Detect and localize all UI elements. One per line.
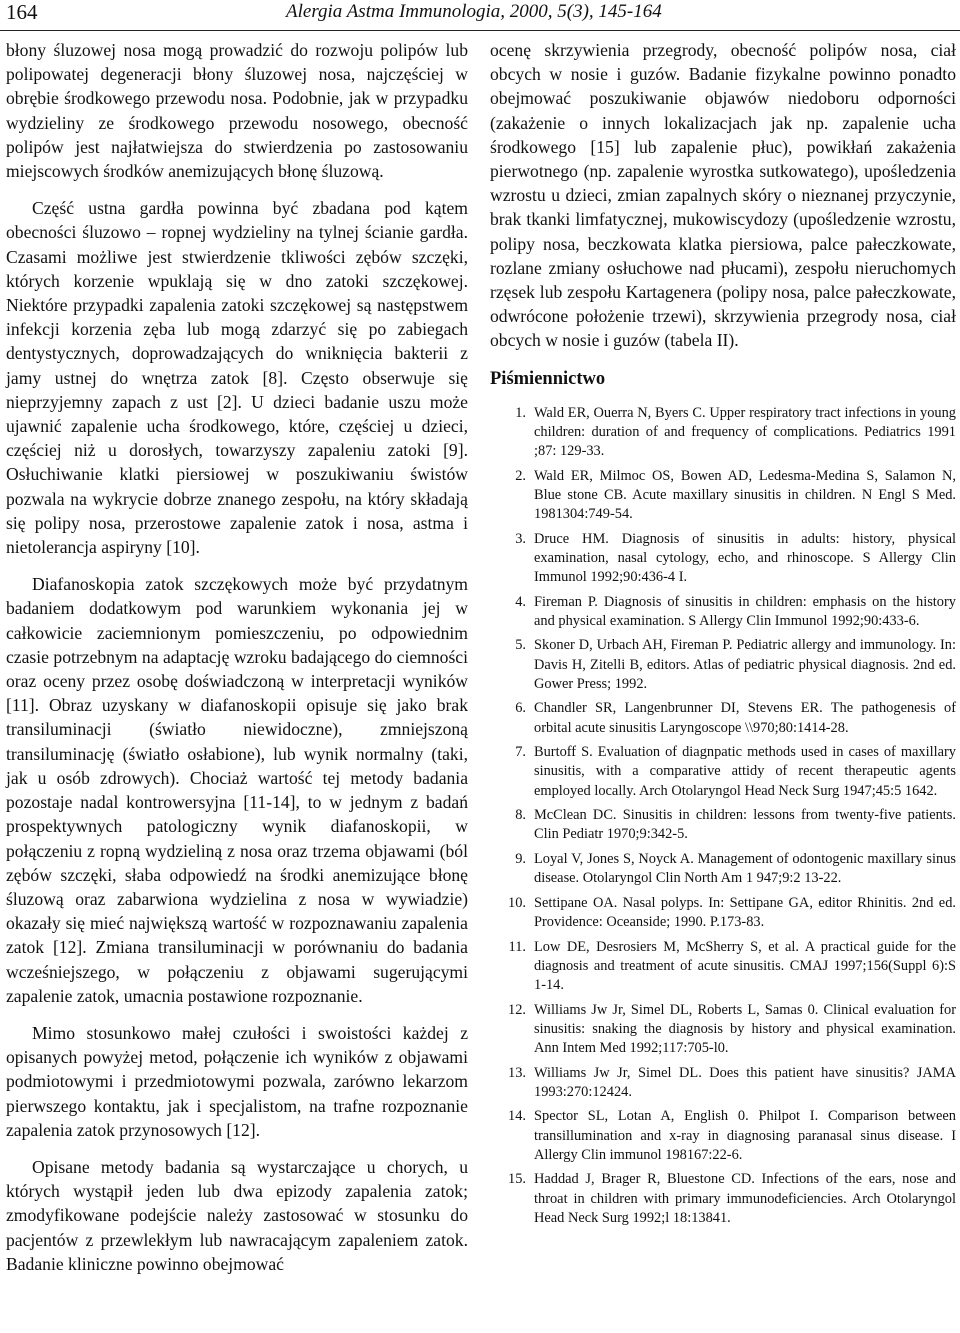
reference-number: 12. <box>508 1001 526 1018</box>
reference-text: Chandler SR, Langenbrunner DI, Stevens ER. The pathogenesis of orbital acute sinusitis Laryngoscope \\970;80:1414-28. <box>534 700 956 736</box>
reference-text: Williams Jw Jr, Simel DL. Does this patient have sinusitis? JAMA 1993:270:12424. <box>534 1064 956 1100</box>
paragraph: Mimo stosunkowo małej czułości i swoistości każdej z opisanych powyżej metod, połączenie ich wyników z objawami podmiotowymi i przedmiotowymi pozwala, zarówno lekarzom pierwszego kontaktu, jak i specjalistom, na trafne rozpoznanie zapalenia zatok przynosowych [12]. <box>6 1022 468 1140</box>
reference-item <box>490 806 956 844</box>
references-heading: Piśmiennictwo <box>490 368 606 389</box>
reference-number: 9. <box>515 851 526 868</box>
reference-item <box>490 938 956 996</box>
reference-list <box>490 404 956 1228</box>
reference-text: Loyal V, Jones S, Noyck A. Management of odontogenic maxillary sinus disease. Otolaryngol Clin North Am 1 947;9:2 13-22. <box>534 851 956 887</box>
reference-number: 15. <box>508 1171 526 1188</box>
reference-text: Haddad J, Brager R, Bluestone CD. Infections of the ears, nose and throat in children with primary immunodeficiencies. Arch Otolaryngol Head Neck Surg 1992;l 18:13841. <box>534 1171 956 1226</box>
reference-number: 3. <box>515 530 526 547</box>
reference-item <box>490 1064 956 1102</box>
reference-item <box>490 743 956 801</box>
reference-item <box>490 636 956 694</box>
paragraph: Część ustna gardła powinna być zbadana pod kątem obecności śluzowo – ropnej wydzieliny na tylnej ścianie gardła. Czasami możliwe jest stwierdzenie tkliwości zębów szczęki, których korzenie wpuklają się w dno zatoki szczękowej. Niektóre przypadki zapalenia zatoki szczękowej są następstwem infekcji korzenia zęba lub mogą zdarzyć się po zabiegach dentystycznych, doprowadzających do wniknięcia bakterii z jamy ustnej do wnętrza zatok [8]. Często obserwuje się nieprzyjemny zapach z ust [2]. U dzieci badanie uszu może ujawnić zapalenie ucha środkowego, które, częściej u dzieci, częściej niż u dorosłych, towarzyszy zapaleniu zatoki [9]. Osłuchiwanie klatki piersiowej w poszukiwaniu świstów pozwala na wykrycie dobrze znanego zespołu, na który składają się polipy nosa, przerostowe zapalenie zatok i nosa, astma i nietolerancja aspiryny [10]. <box>6 198 468 558</box>
reference-text: Settipane OA. Nasal polyps. In: Settipane GA, editor Rhinitis. 2nd ed. Providence: Oceanside; 1990. P.173-83. <box>534 894 956 931</box>
reference-number: 10. <box>508 894 526 911</box>
page-header <box>0 0 960 31</box>
reference-number: 1. <box>515 404 526 421</box>
reference-number: 6. <box>515 700 526 717</box>
reference-item <box>490 850 956 888</box>
reference-text: Spector SL, Lotan A, English 0. Philpot I. Comparison between transillumination and x-ray in diagnosing paranasal sinus disease. I Allergy Clin immunol 198167:22-6. <box>534 1108 956 1163</box>
reference-item <box>490 1170 956 1228</box>
reference-item <box>490 1001 956 1059</box>
reference-item <box>490 404 956 462</box>
journal-reference: Alergia Astma Immunologia, 2000, 5(3), 145-164 <box>286 1 662 22</box>
reference-item <box>490 1107 956 1165</box>
reference-text: Low DE, Desrosiers M, McSherry S, et al. A practical guide for the diagnosis and treatment of acute sinusitis. CMAJ 1997;156(Suppl 6):S 1-14. <box>534 938 956 994</box>
paragraph: Opisane metody badania są wystarczające u chorych, u których wystąpił jeden lub dwa epizody zapalenia zatok; zmodyfikowane podejście należy zastosować w stosunku do pacjentów z przewlekłym lub nawracającym zapaleniem zatok. Badanie kliniczne powinno obejmować <box>6 1156 468 1274</box>
reference-item <box>490 530 956 588</box>
reference-text: Williams Jw Jr, Simel DL, Roberts L, Samas 0. Clinical evaluation for sinusitis: snaking the diagnosis by history and physical examination. Ann Intem Med 1992;117:705-l0. <box>534 1001 956 1057</box>
reference-item <box>490 699 956 737</box>
reference-text: Druce HM. Diagnosis of sinusitis in adults: history, physical examination, nasal cytology, echo, and rhinoscope. S Allergy Clin Immunol 1992;90:436-4 I. <box>534 530 956 586</box>
reference-item <box>490 467 956 525</box>
reference-number: 2. <box>515 467 526 484</box>
reference-text: Wald ER, Ouerra N, Byers C. Upper respiratory tract infections in young children: duration of and frequency of complications. Pediatrics 1991 ;87: 129-33. <box>534 404 956 460</box>
reference-number: 7. <box>515 744 526 761</box>
reference-number: 8. <box>515 807 526 824</box>
reference-text: Fireman P. Diagnosis of sinusitis in children: emphasis on the history and physical examination. S Allergy Clin Immunol 1992;90:433-6. <box>534 593 956 629</box>
reference-item <box>490 593 956 631</box>
right-column <box>490 38 956 1233</box>
reference-text: Burtoff S. Evaluation of diagnpatic methods used in cases of maxillary sinusitis, with a comparative attidy of recent therapeutic agents employed locally. Arch Otolaryngol Head Neck Surg 1947;45:5 1642. <box>534 744 956 799</box>
paragraph: błony śluzowej nosa mogą prowadzić do rozwoju polipów lub polipowatej degeneracji błony śluzowej nosa, najczęściej w obrębie środkowego przewodu nosa. Podobnie, jak w przypadku wydzieliny ze środkowego przewodu nosowego, obecność polipów jest najłatwiejsza do stwierdzenia po zastosowaniu miejscowych środków anemizujących błonę śluzową. <box>6 40 468 182</box>
reference-text: Skoner D, Urbach AH, Fireman P. Pediatric allergy and immunology. In: Davis H, Zitelli B, editors. Atlas of pediatric physical diagnosis. 2nd ed. Gower Press; 1992. <box>534 637 956 692</box>
left-column <box>6 38 468 1276</box>
paragraph-continuation: ocenę skrzywienia przegrody, obecność polipów nosa, ciał obcych w nosie i guzów. Badanie fizykalne powinno ponadto obejmować poszukiwanie objawów niedoboru odporności (zakażenie o innych lokalizacjach jak np. zapalenie ucha środkowego [15] lub zapalenie płuc), powikłań zakażenia pierwotnego (np. zapalenie wyrostka sutkowatego), upośledzenia wzrostu u dzieci, zmian zapalnych skóry o nieznanej przyczynie, brak tkanki limfatycznej, mukowiscydozy (upośledzenie wzrostu, polipy nosa, beczkowata klatka piersiowa, palce pałeczkowate, rozlane zmiany osłuchowe nad płucami), zespołu nieruchomych rzęsek lub zespołu Kartagenera (polipy nosa, palce pałeczkowate, odwrócone położenie trzewi), skrzywienia przegrody nosa, ciał obcych w nosie i guzów (tabela II). <box>490 40 956 351</box>
paragraph: Diafanoskopia zatok szczękowych może być przydatnym badaniem dodatkowym pod warunkiem wykonania jej w całkowicie zaciemnionym pomieszczeniu, po odpowiednim czasie potrzebnym na adaptację wzroku badającego do ciemności oraz oceny przez osobę doświadczoną w interpretacji wyników [11]. Obraz uzyskany w diafanoskopii opisuje się jako brak transiluminacji (światło niewidoczne), zmniejszoną transiluminację (światło osłabione), lub wynik normalny (taki, jak u osób zdrowych). Chociaż wartość tej metody badania pozostaje nadal kontrowersyjna [11-14], to w jednym z badań prospektywnych patologiczny wynik diafanoskopii, w połączeniu z ropną wydzieliną z nosa oraz trzema objawami (ból zębów szczęki, słaba odpowiedź na środki anemizujące błonę śluzową oraz zabarwiona wydzielina z nosa w wywiadzie) okazały się mieć największą wartość w rozpoznawaniu zapalenia zatok [12]. Zmiana transiluminacji w porównaniu do badania wcześniejszego, w połączeniu z objawami sugerującymi zapalenie zatok, umacnia postawione rozpoznanie. <box>6 574 468 1006</box>
reference-number: 5. <box>515 637 526 654</box>
reference-number: 4. <box>515 593 526 610</box>
reference-number: 13. <box>508 1064 526 1081</box>
reference-item <box>490 894 956 932</box>
reference-number: 11. <box>508 938 526 955</box>
page-number: 164 <box>6 0 38 24</box>
reference-number: 14. <box>508 1108 526 1125</box>
reference-text: Wald ER, Milmoc OS, Bowen AD, Ledesma-Medina S, Salamon N, Blue stone CB. Acute maxillary sinusitis in children. N Engl S Med. 1981304:749-54. <box>534 467 956 523</box>
reference-text: McClean DC. Sinusitis in children: lessons from twenty-five patients. Clin Pediatr 1970;9:342-5. <box>534 807 956 843</box>
